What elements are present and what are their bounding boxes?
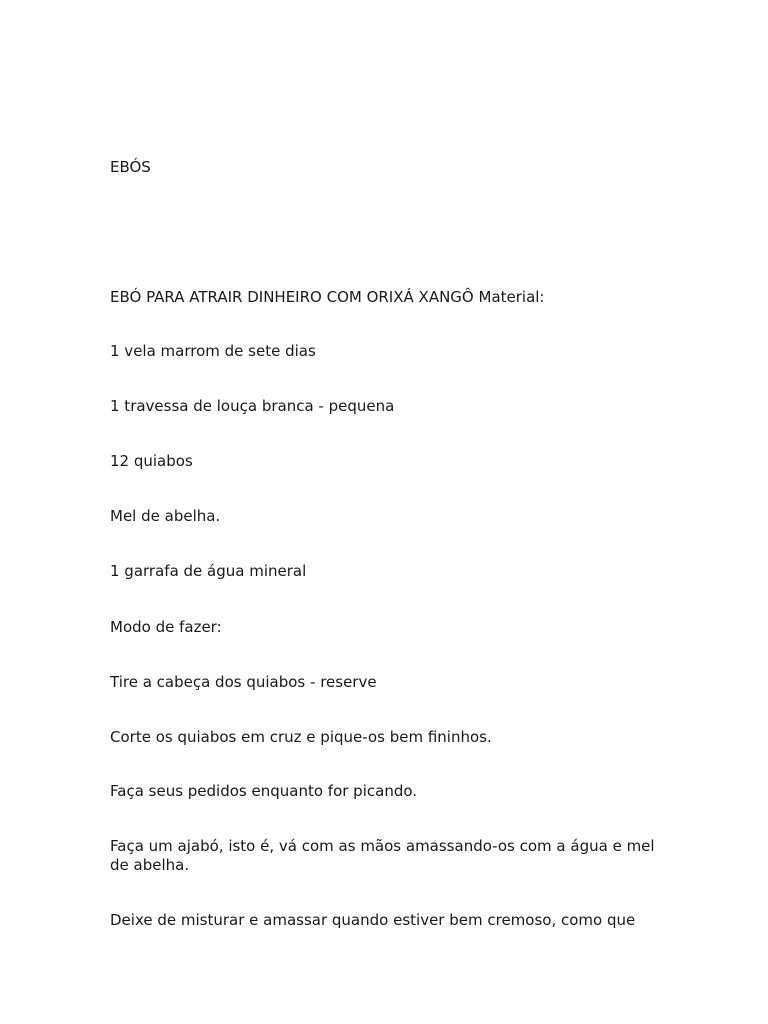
method-step: Faça seus pedidos enquanto for picando. bbox=[110, 782, 418, 800]
document-heading: EBÓS bbox=[110, 158, 151, 176]
method-step: Faça um ajabó, isto é, vá com as mãos amassando-os com a água e mel de abelha. bbox=[110, 837, 655, 874]
material-item: 12 quiabos bbox=[110, 452, 193, 470]
method-step: Deixe de misturar e amassar quando estiver bem cremoso, como que bbox=[110, 911, 636, 929]
material-item: 1 garrafa de água mineral bbox=[110, 562, 307, 580]
material-item: Mel de abelha. bbox=[110, 507, 221, 525]
recipe-title: EBÓ PARA ATRAIR DINHEIRO COM ORIXÁ XANGÔ Material: bbox=[110, 288, 545, 306]
method-heading: Modo de fazer: bbox=[110, 618, 222, 636]
method-step: Tire a cabeça dos quiabos - reserve bbox=[110, 673, 377, 691]
method-step: Corte os quiabos em cruz e pique-os bem fininhos. bbox=[110, 728, 492, 746]
material-item: 1 vela marrom de sete dias bbox=[110, 342, 316, 360]
material-item: 1 travessa de louça branca - pequena bbox=[110, 397, 395, 415]
